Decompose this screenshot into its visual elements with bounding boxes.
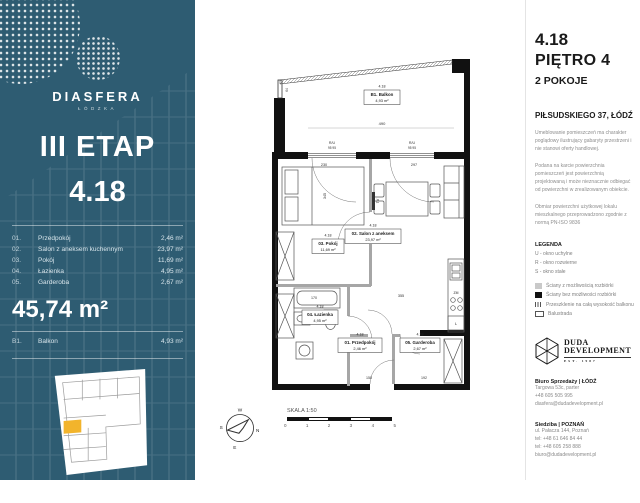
room-row — [12, 233, 183, 244]
developer-name — [564, 339, 631, 364]
office-lodz — [535, 379, 640, 408]
room-no: 02. — [12, 246, 22, 254]
developer-line2: DEVELOPMENT — [564, 345, 632, 355]
legend-title: LEGENDA — [535, 241, 562, 248]
legend-item-label: Balustrada — [548, 311, 572, 317]
office-phone: +48 605 505 995 — [535, 392, 573, 399]
developer-line1: DUDA — [564, 337, 589, 347]
label-salon — [345, 224, 401, 244]
room-area: 4,95 m² — [160, 268, 183, 276]
unit-number: 4.18 — [69, 176, 126, 208]
panel-address: PIŁSUDSKIEGO 37, ŁÓDŹ — [535, 111, 633, 120]
glazing-swatch — [535, 302, 542, 307]
legend-item — [535, 292, 640, 298]
brand-name: DIASFERA — [52, 89, 143, 104]
scale-tick: 2 — [327, 423, 331, 428]
legend-item-label: Ściany z możliwością rozbiórki — [546, 282, 614, 289]
disclaimer-1: Umeblowanie pomieszczeń ma charakter poglądowy ilustrujący gabaryty przestrzeni i nie stanowi oferty handlowej. — [535, 130, 632, 152]
room-row — [12, 277, 183, 288]
dim-salon-width: 297 — [410, 163, 418, 167]
label-name: B1. Balkon — [370, 92, 394, 97]
room-name: Łazienka — [38, 268, 65, 276]
room-list — [12, 225, 183, 288]
compass-arrow — [228, 420, 249, 434]
compass-rose — [217, 402, 263, 452]
gray-wall-swatch — [535, 283, 542, 289]
room-no: 03. — [12, 257, 22, 265]
chairs — [374, 184, 440, 214]
label-name: 02. Salon z aneksem — [351, 231, 395, 236]
legend-item — [535, 302, 640, 308]
room-labels — [302, 85, 440, 353]
info-panel — [525, 0, 640, 480]
label-name: 05. Garderoba — [405, 340, 435, 345]
room-no: 04. — [12, 268, 22, 276]
office-poznan — [535, 422, 640, 459]
full-height-glazing — [280, 60, 452, 84]
dim-salon-bottom: 355 — [397, 294, 405, 298]
dim-bathtub: 170 — [311, 296, 317, 300]
panel-rooms-count: 2 POKOJE — [535, 75, 588, 87]
office-title: Siedziba | POZNAŃ — [535, 422, 585, 429]
wardrobe-left-lower — [276, 294, 294, 338]
room-name: Garderoba — [38, 279, 70, 287]
floor-key-plan — [0, 367, 195, 482]
divider — [12, 358, 183, 359]
legend-item — [535, 283, 640, 289]
window-left-type: R/U — [328, 141, 336, 145]
compass-top: W — [237, 407, 243, 413]
dim-bed-length: 345 — [323, 192, 327, 200]
stage-title: III ETAP — [39, 131, 156, 163]
compass-bottom: E — [233, 444, 237, 450]
office-title: Biuro Sprzedaży | ŁÓDŹ — [535, 379, 597, 385]
diasfera-logo-icon — [76, 36, 120, 80]
disclaimer-2: Podana na karcie powierzchnia pomieszczeń jest powierzchnią projektowaną i może nieznacznie odbiegać od powierzchni w zrealizowanym obiekcie. — [535, 163, 631, 193]
balcony-row — [12, 332, 183, 351]
dim-garderoba: 192 — [421, 376, 427, 380]
room-name: Salon z aneksem kuchennym — [38, 246, 123, 254]
dim-balcony: 490 — [378, 121, 386, 126]
label-unit: 4.18 — [316, 304, 324, 309]
office-address: ul. Pałacza 144, Poznań — [535, 428, 589, 435]
office-phone-2: tel: +48 605 258 888 — [535, 443, 581, 450]
label-unit: 4.18 — [324, 233, 332, 238]
dim-balustrade: 64 — [285, 88, 289, 92]
room-area: 11,69 m² — [157, 257, 183, 265]
developer-est: EST. 1987 — [564, 357, 631, 363]
dining-table — [386, 182, 428, 216]
label-area: 4,95 m² — [313, 318, 327, 323]
wardrobe-left-upper — [276, 232, 294, 280]
room-no: 01. — [12, 235, 22, 242]
balcony-no: B1. — [12, 338, 22, 346]
legend-window-s: S - okno stałe — [535, 268, 566, 275]
label-name: 04. Łazienka — [307, 312, 333, 317]
label-unit: 4.18 — [356, 332, 364, 337]
office-phone: tel: +48 61 646 84 44 — [535, 436, 583, 442]
scale-segments — [287, 417, 396, 421]
label-balkon — [364, 85, 400, 105]
room-name: Przedpokój — [38, 235, 71, 242]
brand-subtitle: ŁÓDZKA — [77, 106, 117, 111]
floor-plan-area — [195, 0, 525, 480]
label-unit: 4.18 — [378, 84, 386, 89]
label-unit: 4.18 — [369, 223, 377, 228]
floor-plan — [268, 54, 474, 395]
plan-footer — [217, 402, 396, 452]
label-area: 2,46 m² — [353, 346, 367, 351]
dim-hall: 155 — [366, 376, 372, 380]
room-row — [12, 255, 183, 266]
scale-tick: 3 — [349, 423, 353, 428]
room-name: Pokój — [38, 257, 55, 265]
sidebar — [0, 0, 195, 503]
room-area: 2,67 m² — [160, 279, 183, 287]
total-area: 45,74 m² — [12, 296, 109, 324]
room-row — [12, 244, 183, 255]
label-area: 4,93 m² — [375, 98, 389, 103]
label-area: 2,67 m² — [413, 346, 427, 351]
room-area: 23,97 m² — [157, 246, 183, 254]
room-no: 05. — [12, 279, 22, 287]
office-email: biuro@dudadevelopment.pl — [535, 451, 597, 458]
legend-item-label: Ściany bez możliwości rozbiórki — [546, 292, 617, 298]
wardrobe-garderoba — [444, 339, 462, 383]
office-email: diasfera@dudadevelopment.pl — [535, 400, 603, 407]
label-area: 23,97 m² — [365, 237, 381, 242]
scale-tick: 0 — [284, 423, 287, 428]
window-right-type: R/U — [408, 141, 416, 145]
label-name: 03. Pokój — [318, 241, 338, 246]
tv — [372, 192, 380, 210]
scale-tick: 1 — [305, 423, 309, 428]
tv-label: TV — [376, 198, 380, 204]
label-pokoj — [312, 234, 344, 254]
disclaimer-3: Obmiar powierzchni użytkowej lokalu mieszkalnego przeprowadzono zgodnie z normą PN-ISO 9836 — [535, 204, 627, 226]
room-row — [12, 266, 183, 277]
window-right-dims: 95 95 — [408, 146, 416, 150]
washing-machine — [296, 342, 313, 359]
decorative-pattern-circle — [0, 0, 80, 84]
sofa — [444, 166, 464, 218]
scale-tick: 5 — [393, 423, 396, 428]
legend-items — [535, 283, 640, 318]
scale-ticks — [284, 423, 396, 428]
balustrade-swatch — [535, 311, 544, 317]
balcony-name: Balkon — [38, 338, 58, 346]
highlighted-unit — [63, 420, 81, 434]
compass-right: N — [256, 428, 260, 434]
label-przedpokoj — [338, 333, 382, 353]
key-plan-svg — [39, 367, 157, 477]
scale-bar — [284, 402, 396, 428]
legend-item — [535, 311, 640, 317]
label-name: 01. Przedpokój — [344, 340, 376, 345]
duda-logo-icon — [535, 337, 559, 365]
legend-window-r: R - okno rozwierne — [535, 259, 577, 266]
window-left-dims: 95 95 — [328, 146, 336, 150]
balcony-area: 4,93 m² — [160, 338, 183, 346]
scale-tick: 4 — [371, 423, 375, 428]
legend-window-u: U - okno uchylne — [535, 250, 573, 257]
compass-left: S — [219, 425, 223, 431]
label-area: 11,69 m² — [320, 247, 336, 252]
scale-label: SKALA 1:50 — [287, 408, 317, 414]
developer-logo — [535, 337, 640, 365]
website-url: WWW.DIASFERA.PL — [34, 491, 161, 503]
legend-item-label: Przeszklenie na całą wysokość balkonu — [546, 301, 634, 308]
dishwasher-label: ZM — [453, 291, 459, 295]
black-wall-swatch — [535, 292, 542, 298]
room-area: 2,46 m² — [160, 235, 183, 242]
label-unit: 4.18 — [416, 332, 424, 337]
office-address: Targowa 53c, parter — [535, 385, 580, 391]
dim-bedroom-width: 230 — [320, 163, 328, 167]
fridge-label: L — [454, 322, 458, 326]
label-lazienka — [302, 305, 338, 325]
panel-unit-number: 4.18 — [535, 30, 569, 49]
panel-floor: PIĘTRO 4 — [535, 52, 611, 69]
